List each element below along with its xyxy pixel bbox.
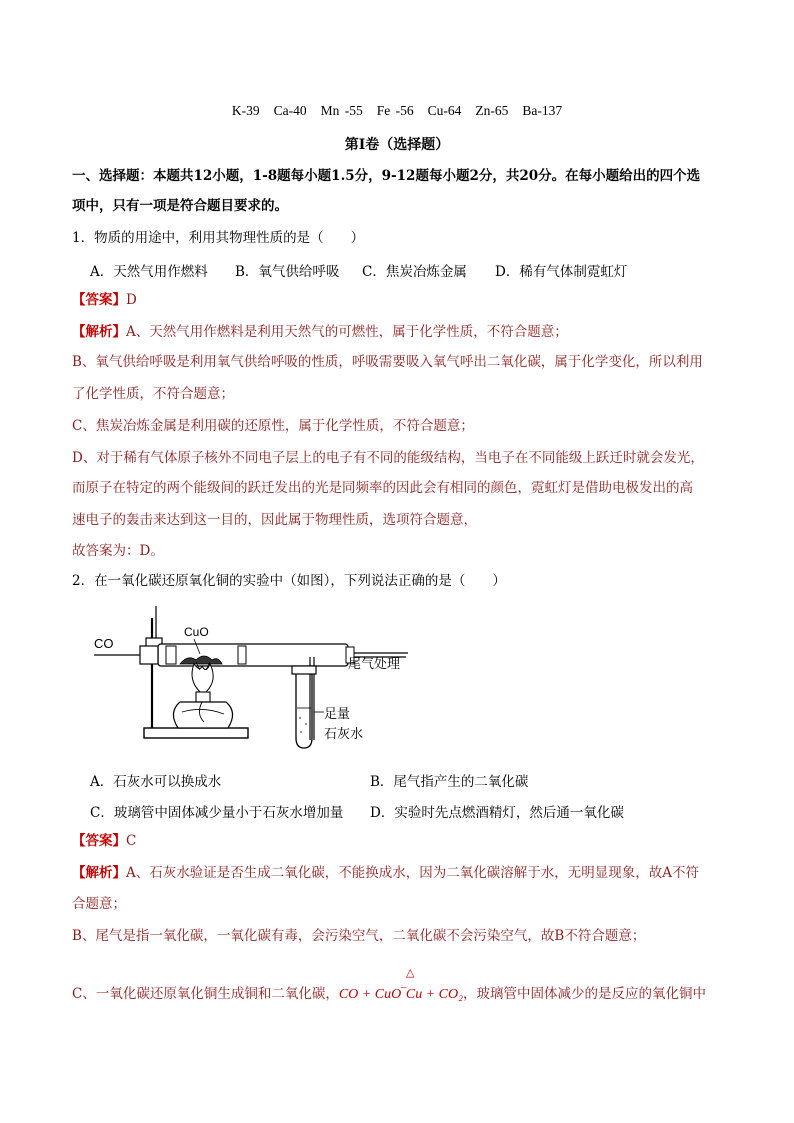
answer-value: C	[126, 833, 137, 849]
atomic-masses-line	[0, 103, 794, 119]
q1-answer	[72, 290, 732, 310]
limewater-label-2: 石灰水	[324, 726, 364, 741]
atomic-mass: Ba-137	[522, 103, 563, 118]
instructions-line-1: 一、选择题：本题共12小题，1-8题每小题1.5分，9-12题每小题2分，共20分。在每小题给出的四个选	[72, 168, 701, 184]
answer-tag: 【答案】	[72, 292, 126, 308]
answer-value: D	[126, 292, 137, 308]
section-title: 第Ⅰ卷（选择题）	[344, 137, 450, 153]
q2-option-a: A．石灰水可以换成水	[90, 774, 222, 790]
instructions-line-2: 项中，只有一项是符合题目要求的。	[72, 198, 288, 214]
q2-stem: 2．在一氧化碳还原氧化铜的实验中（如图），下列说法正确的是（ ）	[72, 573, 506, 589]
cuo-label: CuO	[184, 625, 209, 639]
q1-analysis-line: B、氧气供给呼吸是利用氧气供给呼吸的性质，呼吸需要吸入氧气呼出二氧化碳，属于化学变化，所以利用	[72, 354, 703, 370]
q1-analysis-line: 故答案为：D。	[72, 543, 164, 559]
limewater-label-1: 足量	[324, 706, 351, 721]
atomic-mass: Fe -56	[376, 103, 414, 118]
q2-option-d: D．实验时先点燃酒精灯，然后通一氧化碳	[370, 805, 624, 821]
q2-option-b: B．尾气指产生的二氧化碳	[370, 774, 529, 790]
q1-analysis-line: C、焦炭冶炼金属是利用碳的还原性，属于化学性质，不符合题意；	[72, 418, 474, 434]
q1-analysis-line	[72, 322, 732, 342]
analysis-text: A、天然气用作燃料是利用天然气的可燃性，属于化学性质，不符合题意；	[126, 324, 568, 340]
heat-symbol: △	[406, 966, 415, 979]
analysis-tag: 【解析】	[72, 324, 126, 340]
q2-option-c: C．玻璃管中固体减少量小于石灰水增加量	[90, 805, 344, 821]
co-label: CO	[94, 636, 114, 651]
q1-analysis-line: D、对于稀有气体原子核外不同电子层上的电子有不同的能级结构，当电子在不同能级上跃迁时就会发光，	[72, 450, 704, 466]
atomic-mass: Ca-40	[273, 103, 307, 118]
q1-option-d: D．稀有气体制霓虹灯	[495, 264, 628, 280]
q1-stem: 1．物质的用途中，利用其物理性质的是（ ）	[72, 230, 365, 246]
analysis-text: A、石灰水验证是否生成二氧化碳，不能换成水，因为二氧化碳溶解于水，无明显现象，故A不符	[126, 865, 699, 881]
q2-analysis-line	[72, 863, 732, 883]
analysis-tag: 【解析】	[72, 865, 126, 881]
alcohol-lamp	[173, 702, 232, 728]
q2-analysis-line-c	[72, 984, 732, 1005]
stand-base	[144, 728, 248, 738]
q2-analysis-line: B、尾气是指一氧化碳，一氧化碳有毒，会污染空气，二氧化碳不会污染空气，故B不符合题意；	[72, 928, 646, 944]
equation-left: CO + CuO	[338, 987, 402, 1002]
atomic-mass: Zn-65	[475, 103, 509, 118]
apparatus-figure	[88, 600, 408, 750]
equation-separator: ‾	[401, 987, 406, 1002]
q2-analysis-line: 合题意；	[72, 896, 126, 912]
exhaust-label: 尾气处理	[348, 656, 401, 671]
atomic-mass: Mn -55	[320, 103, 363, 118]
flame	[192, 664, 213, 692]
q1-analysis-line: 速电子的轰击来达到这一目的，因此属于物理性质，选项符合题意，	[72, 512, 477, 528]
q1-option-a: A．天然气用作燃料	[90, 264, 208, 280]
answer-tag: 【答案】	[72, 833, 126, 849]
equation-right: Cu + CO₂	[405, 987, 463, 1002]
q2-answer	[72, 831, 732, 851]
atomic-mass: K-39	[231, 103, 260, 118]
q1-analysis-line: 而原子在特定的两个能级间的跃迁发出的光是同频率的因此会有相同的颜色，霓虹灯是借助电极发出的高	[72, 480, 693, 496]
q1-option-c: C．焦炭冶炼金属	[362, 264, 467, 280]
analysis-text: C、一氧化碳还原氧化铜生成铜和二氧化碳，	[72, 986, 339, 1002]
atomic-mass: Cu-64	[427, 103, 462, 118]
q1-option-b: B．氧气供给呼吸	[235, 264, 340, 280]
analysis-text: ，玻璃管中固体减少的是反应的氧化铜中	[462, 986, 706, 1002]
q1-analysis-line: 了化学性质，不符合题意；	[72, 386, 234, 402]
